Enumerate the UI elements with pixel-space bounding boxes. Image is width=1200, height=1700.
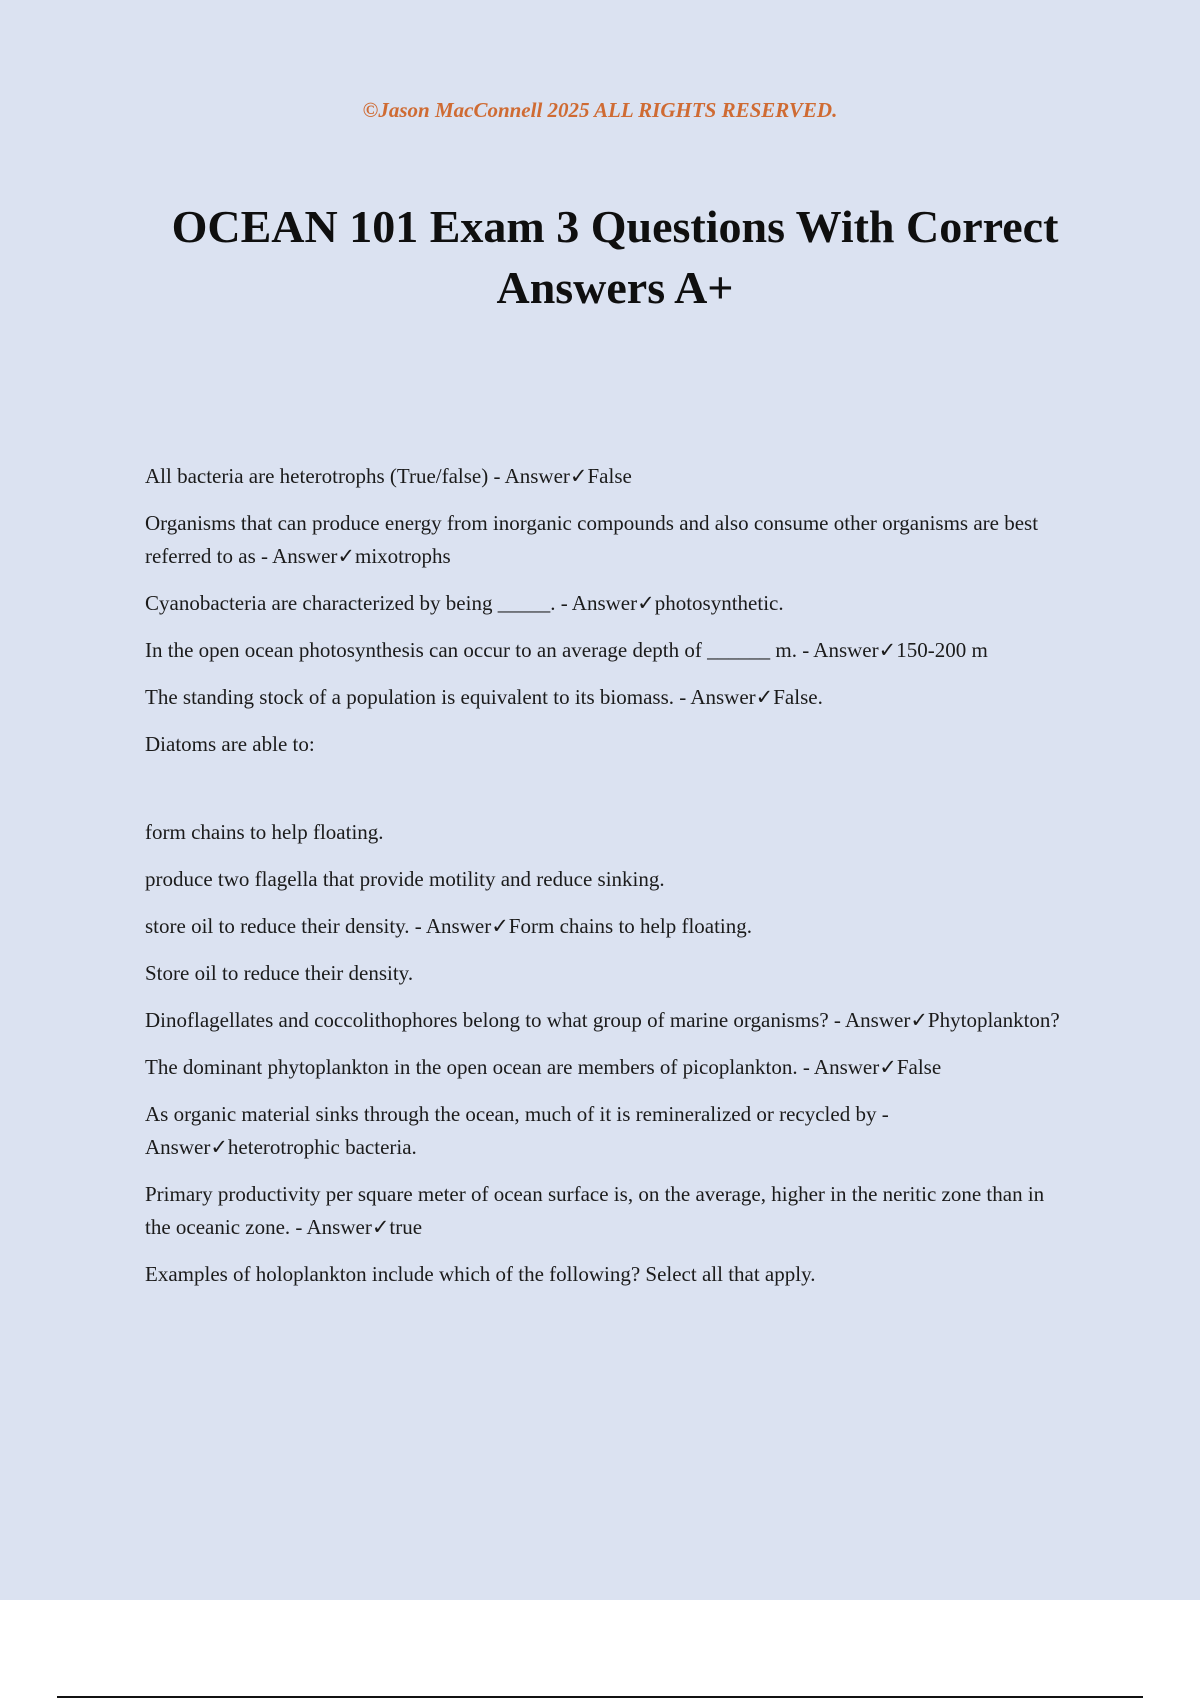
answer-option: store oil to reduce their density. - Answer✓Form chains to help floating.: [145, 914, 753, 938]
footer-divider: [57, 1696, 1143, 1698]
question-item: Examples of holoplankton include which of the following? Select all that apply.: [145, 1262, 816, 1286]
answer-option: Store oil to reduce their density.: [145, 961, 414, 985]
question-item: Organisms that can produce energy from inorganic compounds and also consume other organisms are best referred to as - Answer✓mixotrophs: [145, 511, 1039, 568]
question-item: The standing stock of a population is equivalent to its biomass. - Answer✓False.: [145, 685, 823, 709]
answer-option: form chains to help floating.: [145, 820, 384, 844]
question-item: Primary productivity per square meter of ocean surface is, on the average, higher in the neritic zone than in the oceanic zone. - Answer✓true: [145, 1182, 1045, 1239]
question-item: Dinoflagellates and coccolithophores belong to what group of marine organisms? - Answer✓Phytoplankton?: [145, 1008, 1060, 1032]
document-title: OCEAN 101 Exam 3 Questions With Correct Answers A+: [171, 201, 1059, 313]
question-item: Diatoms are able to:: [145, 732, 315, 756]
answer-option: produce two flagella that provide motility and reduce sinking.: [145, 867, 665, 891]
question-item: The dominant phytoplankton in the open ocean are members of picoplankton. - Answer✓False: [145, 1055, 942, 1079]
question-list: [145, 460, 1075, 1305]
question-item: As organic material sinks through the ocean, much of it is remineralized or recycled by - Answer✓heterotrophic bacteria.: [145, 1102, 889, 1159]
copyright-notice: ©Jason MacConnell 2025 ALL RIGHTS RESERVED.: [362, 98, 838, 122]
question-item: Cyanobacteria are characterized by being _____. - Answer✓photosynthetic.: [145, 591, 784, 615]
question-item: All bacteria are heterotrophs (True/false) - Answer✓False: [145, 464, 632, 488]
question-item: In the open ocean photosynthesis can occur to an average depth of ______ m. - Answer✓150-200 m: [145, 638, 988, 662]
